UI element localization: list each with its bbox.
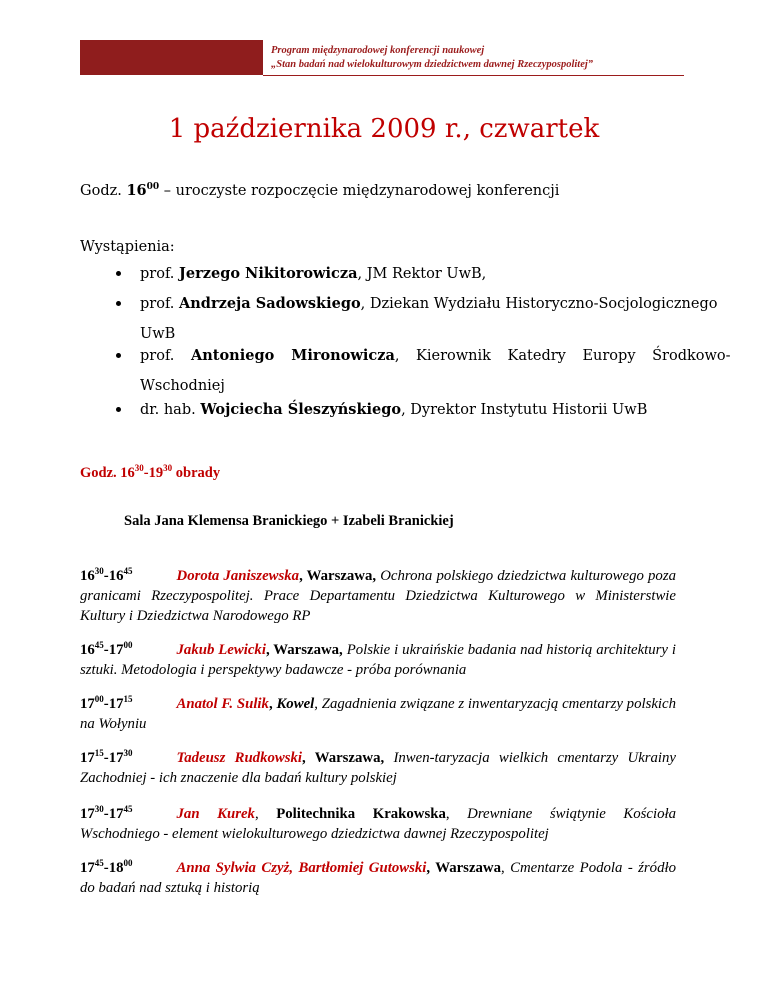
talk-place: Politechnika Krakowska [276,805,446,822]
speech-name: Antoniego Mironowicza [191,347,395,364]
opening-text: – uroczyste rozpoczęcie międzynarodowej konferencji [159,182,560,199]
speech-name: Andrzeja Sadowskiego [179,295,361,312]
speech-pre: dr. hab. [140,402,201,418]
talk-title: Polskie i ukraińskie badania nad historią architektury i sztuki. Metodologia i perspektywy badawcze - próba porównania [80,641,677,678]
opening-minutes: 00 [146,182,160,192]
talk-place: Warszawa [435,859,501,876]
speech-post: , JM Rektor UwB, [357,266,487,282]
bullet-icon [116,353,121,358]
session-start-min: 30 [134,463,144,473]
talk-speaker: Anatol F. Sulik [176,695,269,712]
speech-continuation: Wschodniej [140,378,225,394]
talk-place: Warszawa, [273,641,343,658]
session-heading [80,463,220,482]
talk-place: Warszawa, [306,567,377,584]
session-end-min: 30 [163,463,173,473]
speech-name: Wojciecha Śleszyńskiego [200,401,402,418]
header-line-2: „Stan badań nad wielokulturowym dziedzictwem dawnej Rzeczypospolitej” [271,59,594,70]
talk-speaker: Jan Kurek [176,805,255,822]
header-line-1: Program międzynarodowej konferencji naukowej [271,45,485,56]
talk-item: $16^{45}-17^{00}$ Jakub Lewicki, Warszawa, Polskie i ukraińskie badania nad historią architektury i sztuki. Metodologia i perspektywy badawcze - próba porównania [80,640,677,678]
talk-title: Drewniane świątynie Kościoła Wschodniego - element wielokulturowego dziedzictwa dawnej Rzeczypospolitej [80,805,676,842]
header-color-bar [80,40,263,75]
talk-time: $17^{15}-17^{30}$ [80,748,133,766]
talk-speaker: Dorota Janiszewska [176,567,300,584]
opening-prefix: Godz. [80,182,127,199]
talk-item: $17^{00}-17^{15}$ Anatol F. Sulik, Kowel, Zagadnienia związane z inwentaryzacją cmentarzy polskich na Wołyniu [80,694,676,732]
talk-speaker: Jakub Lewicki [176,641,266,658]
talk-speaker: Tadeusz Rudkowski [176,749,303,766]
speech-pre: prof. [140,348,192,364]
speeches-label: Wystąpienia: [80,239,175,255]
speech-post: , Dziekan Wydziału Historyczno-Socjologicznego [360,296,718,312]
session-prefix: Godz. 16 [80,464,135,481]
talk-time: $17^{30}-17^{45}$ [80,804,133,822]
speech-post: , Dyrektor Instytutu Historii UwB [401,402,648,418]
opening-hour: 16 [126,181,147,199]
talk-time: $17^{00}-17^{15}$ [80,694,133,712]
talk-time: $16^{30}-16^{45}$ [80,566,133,584]
bullet-icon [116,301,121,306]
speech-name: Jerzego Nikitorowicza [179,265,358,282]
talk-title: Zagadnienia związane z inwentaryzacją cmentarzy polskich na Wołyniu [80,695,676,732]
room-heading: Sala Jana Klemensa Branickiego + Izabeli Branickiej [124,513,454,529]
speech-pre: prof. [140,266,180,282]
running-header [271,44,593,72]
talk-time: $17^{45}-18^{00}$ [80,858,133,876]
speech-post: , Kierownik Katedry Europy Środkowo- [394,348,731,364]
page-title: 1 października 2009 r., czwartek [168,114,600,144]
session-suffix: obrady [172,464,221,481]
speech-pre: prof. [140,296,180,312]
talk-title: Inwen-taryzacja wielkich cmentarzy Ukrainy Zachodniej - ich znaczenie dla badań kultury polskiej [80,749,676,786]
header-rule [263,75,684,76]
session-mid: -19 [143,464,164,481]
speech-continuation: UwB [140,326,176,342]
talk-item: $17^{15}-17^{30}$ Tadeusz Rudkowski, Warszawa, Inwen-taryzacja wielkich cmentarzy Ukrainy Zachodniej - ich znaczenie dla badań kultury polskiej [80,748,676,786]
talk-speaker: Anna Sylwia Czyż, Bartłomiej Gutowski [176,859,427,876]
talk-item: $16^{30}-16^{45}$ Dorota Janiszewska, Warszawa, Ochrona polskiego dziedzictwa kulturowego poza granicami Rzeczypospolitej. Prace Departamentu Dziedzictwa Kulturowego w Ministerstwie Kultury i Dziedzictwa Narodowego RP [80,566,676,624]
talk-place: Kowel [276,695,315,712]
bullet-icon [116,271,121,276]
bullet-icon [116,407,121,412]
talk-time: $16^{45}-17^{00}$ [80,640,133,658]
opening-line [80,177,559,201]
talk-title: Ochrona polskiego dziedzictwa kulturowego poza granicami Rzeczypospolitej. Prace Departamentu Dziedzictwa Kulturowego w Ministerstwie Kultury i Dziedzictwa Narodowego RP [80,567,676,624]
talk-item: $17^{45}-18^{00}$ Anna Sylwia Czyż, Bartłomiej Gutowski, Warszawa, Cmentarze Podola - źródło do badań nad sztuką i historią [80,858,676,896]
talk-title: Cmentarze Podola - źródło do badań nad sztuką i historią [80,859,676,896]
talk-item: $17^{30}-17^{45}$ Jan Kurek, Politechnika Krakowska, Drewniane świątynie Kościoła Wschodniego - element wielokulturowego dziedzictwa dawnej Rzeczypospolitej [80,804,676,842]
talk-place: Warszawa, [314,749,385,766]
